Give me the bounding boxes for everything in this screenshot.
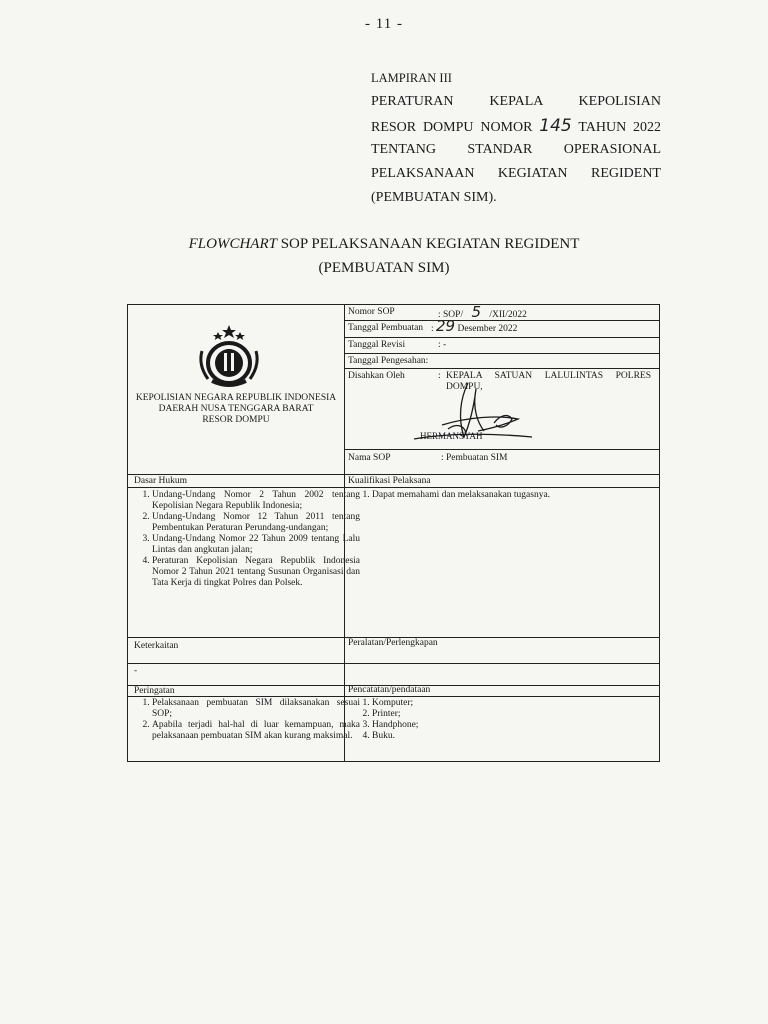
disahkan-oleh-value-1: KEPALA SATUAN LALULINTAS POLRES — [446, 371, 651, 381]
kualifikasi-item: 1. Dapat memahami dan melaksanakan tugasnya. — [372, 490, 672, 501]
signer-name: HERMANSYAH — [420, 431, 483, 441]
lampiran-line-1: PERATURAN KEPALA KEPOLISIAN — [371, 94, 661, 109]
peringatan-item: 2. Apabila terjadi hal-hal di luar kemampuan, maka pelaksanaan pembuatan SIM akan kurang maksimal. — [152, 720, 360, 742]
disahkan-oleh-label: Disahkan Oleh — [348, 371, 405, 381]
kualifikasi-label: Kualifikasi Pelaksana — [348, 476, 431, 486]
dasar-hukum-item: 3. Undang-Undang Nomor 22 Tahun 2009 tentang Lalu Lintas dan angkutan jalan; — [152, 534, 360, 556]
tanggal-revisi-label: Tanggal Revisi — [348, 340, 406, 350]
police-emblem-icon — [194, 323, 264, 389]
tanggal-pengesahan-label: Tanggal Pengesahan: — [348, 356, 429, 366]
organization-name — [128, 393, 344, 426]
peringatan-item: 1. Pelaksanaan pembuatan SIM dilaksanakan sesuai SOP; — [152, 698, 360, 720]
lampiran-block — [371, 66, 661, 210]
lampiran-line-2-b: TAHUN 2022 — [578, 120, 662, 135]
kualifikasi-list — [350, 490, 672, 501]
sop-table — [127, 304, 660, 762]
pencatatan-list — [350, 698, 572, 742]
dasar-hukum-item: 2. Undang-Undang Nomor 12 Tahun 2011 tentang Pembentukan Peraturan Perundang-undangan; — [152, 512, 360, 534]
lampiran-line-2 — [371, 114, 661, 138]
page-number: - 11 - — [365, 16, 403, 32]
flowchart-title-line2: (PEMBUATAN SIM) — [318, 260, 450, 276]
flowchart-title-rest: SOP PELAKSANAAN KEGIATAN REGIDENT — [276, 236, 580, 252]
dasar-hukum-label: Dasar Hukum — [134, 476, 188, 486]
org-line-1: KEPOLISIAN NEGARA REPUBLIK INDONESIA — [135, 393, 337, 403]
lampiran-line-2-a: RESOR DOMPU NOMOR — [371, 120, 533, 135]
tanggal-handwritten: 29 — [436, 317, 456, 335]
lampiran-line-5: (PEMBUATAN SIM). — [371, 190, 497, 205]
tanggal-revisi-value: : - — [438, 340, 447, 350]
nama-sop-label: Nama SOP — [348, 453, 391, 463]
pencatatan-item: 1. Komputer; — [372, 698, 572, 709]
nomor-sop-prefix: : SOP/ — [438, 310, 464, 320]
lampiran-line-4: PELAKSANAAN KEGIATAN REGIDENT — [371, 166, 661, 181]
disahkan-oleh-value-2: DOMPU, — [446, 382, 483, 392]
flowchart-title-italic: FLOWCHART — [188, 236, 277, 252]
keterkaitan-label: Keterkaitan — [134, 641, 179, 651]
dasar-hukum-list — [130, 490, 360, 589]
disahkan-colon: : — [438, 371, 441, 381]
dasar-hukum-item: 4. Peraturan Kepolisian Negara Republik Indonesia Nomor 2 Tahun 2021 tentang Susunan Organisasi dan Tata Kerja di tingkat Polres dan Polsek. — [152, 556, 360, 589]
tanggal-colon: : — [431, 324, 434, 334]
peralatan-label: Peralatan/Perlengkapan — [348, 638, 438, 648]
dasar-hukum-item: 1. Undang-Undang Nomor 2 Tahun 2002 tentang Kepolisian Negara Republik Indonesia; — [152, 490, 360, 512]
tanggal-pembuatan-value — [431, 317, 518, 335]
nomor-sop-label: Nomor SOP — [348, 307, 395, 317]
nomor-sop-suffix: /XII/2022 — [489, 310, 527, 320]
lampiran-line-3: TENTANG STANDAR OPERASIONAL — [371, 142, 661, 157]
pencatatan-label: Pencatatan/pendataan — [348, 685, 431, 695]
peringatan-list — [130, 698, 360, 742]
pencatatan-item: 3. Handphone; — [372, 720, 572, 731]
org-line-3: RESOR DOMPU — [202, 415, 270, 425]
lampiran-title: LAMPIRAN III — [371, 71, 452, 85]
peringatan-label: Peringatan — [134, 686, 175, 696]
tanggal-suffix: Desember 2022 — [457, 324, 518, 334]
pencatatan-item: 2. Printer; — [372, 709, 572, 720]
pencatatan-item: 4. Buku. — [372, 731, 572, 742]
flowchart-title — [0, 232, 768, 280]
org-line-2: DAERAH NUSA TENGGARA BARAT — [158, 404, 314, 414]
handwritten-number: 145 — [539, 116, 572, 136]
nama-sop-value: : Pembuatan SIM — [441, 453, 508, 463]
nomor-sop-handwritten: 5 — [471, 303, 482, 321]
keterkaitan-value: - — [134, 666, 138, 676]
tanggal-pembuatan-label: Tanggal Pembuatan — [348, 323, 424, 333]
